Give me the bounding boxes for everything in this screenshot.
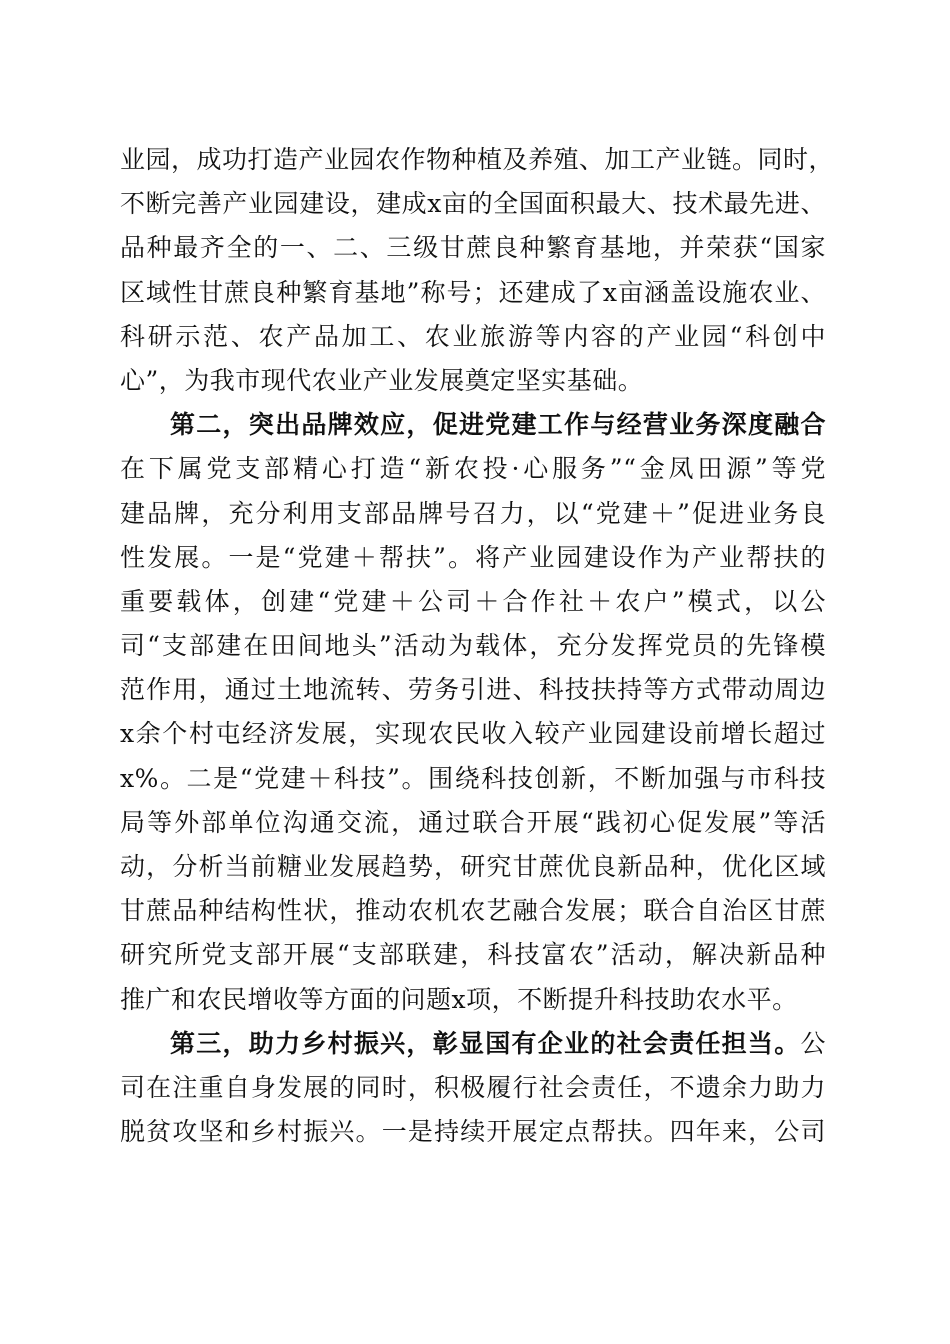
text-line: 心”，为我市现代农业产业发展奠定坚实基础。 <box>120 365 644 395</box>
text-line: 不断完善产业园建设，建成x亩的全国面积最大、技术最先进、 <box>120 189 826 219</box>
text-line: 司“支部建在田间地头”活动为载体，充分发挥党员的先锋模 <box>120 631 826 661</box>
text-line: 研究所党支部开展“支部联建，科技富农”活动，解决新品种 <box>120 940 826 970</box>
text-line: 动，分析当前糖业发展趋势，研究甘蔗优良新品种，优化区域 <box>120 852 826 881</box>
text-line: 司在注重自身发展的同时，积极履行社会责任，不遗余力助力 <box>120 1072 826 1102</box>
text-line: 区域性甘蔗良种繁育基地”称号；还建成了x亩涵盖设施农业、 <box>120 277 826 307</box>
heading-tail-text: 公 <box>800 1028 826 1058</box>
text-line: 脱贫攻坚和乡村振兴。一是持续开展定点帮扶。四年来，公司 <box>120 1117 826 1147</box>
text-line: 局等外部单位沟通交流，通过联合开展“践初心促发展”等活 <box>120 807 826 837</box>
section-heading-second: 第二，突出品牌效应，促进党建工作与经营业务深度融合 <box>170 410 826 440</box>
text-line: 在下属党支部精心打造“新农投·心服务”“金凤田源”等党 <box>120 454 826 484</box>
text-line: x%。二是“党建＋科技”。围绕科技创新，不断加强与市科技 <box>120 763 826 793</box>
text-line: 品种最齐全的一、二、三级甘蔗良种繁育基地，并荣获“国家 <box>120 233 826 263</box>
text-line: 重要载体，创建“党建＋公司＋合作社＋农户”模式，以公 <box>120 586 826 616</box>
section-heading-line-third <box>120 1022 826 1066</box>
text-line: 科研示范、农产品加工、农业旅游等内容的产业园“科创中 <box>120 321 826 351</box>
section-heading-third: 第三，助力乡村振兴，彰显国有企业的社会责任担当。 <box>170 1028 801 1058</box>
text-line: x余个村屯经济发展，实现农民收入较产业园建设前增长超过 <box>120 719 826 749</box>
text-line: 建品牌，充分利用支部品牌号召力，以“党建＋”促进业务良 <box>120 498 826 528</box>
text-line: 业园，成功打造产业园农作物种植及养殖、加工产业链。同时， <box>120 145 835 174</box>
text-line: 性发展。一是“党建＋帮扶”。将产业园建设作为产业帮扶的 <box>120 542 826 572</box>
text-line: 范作用，通过土地流转、劳务引进、科技扶持等方式带动周边 <box>120 675 826 705</box>
text-line: 甘蔗品种结构性状，推动农机农艺融合发展；联合自治区甘蔗 <box>120 896 826 926</box>
body-text <box>120 138 835 1154</box>
text-line: 推广和农民增收等方面的问题x项，不断提升科技助农水平。 <box>120 984 798 1014</box>
